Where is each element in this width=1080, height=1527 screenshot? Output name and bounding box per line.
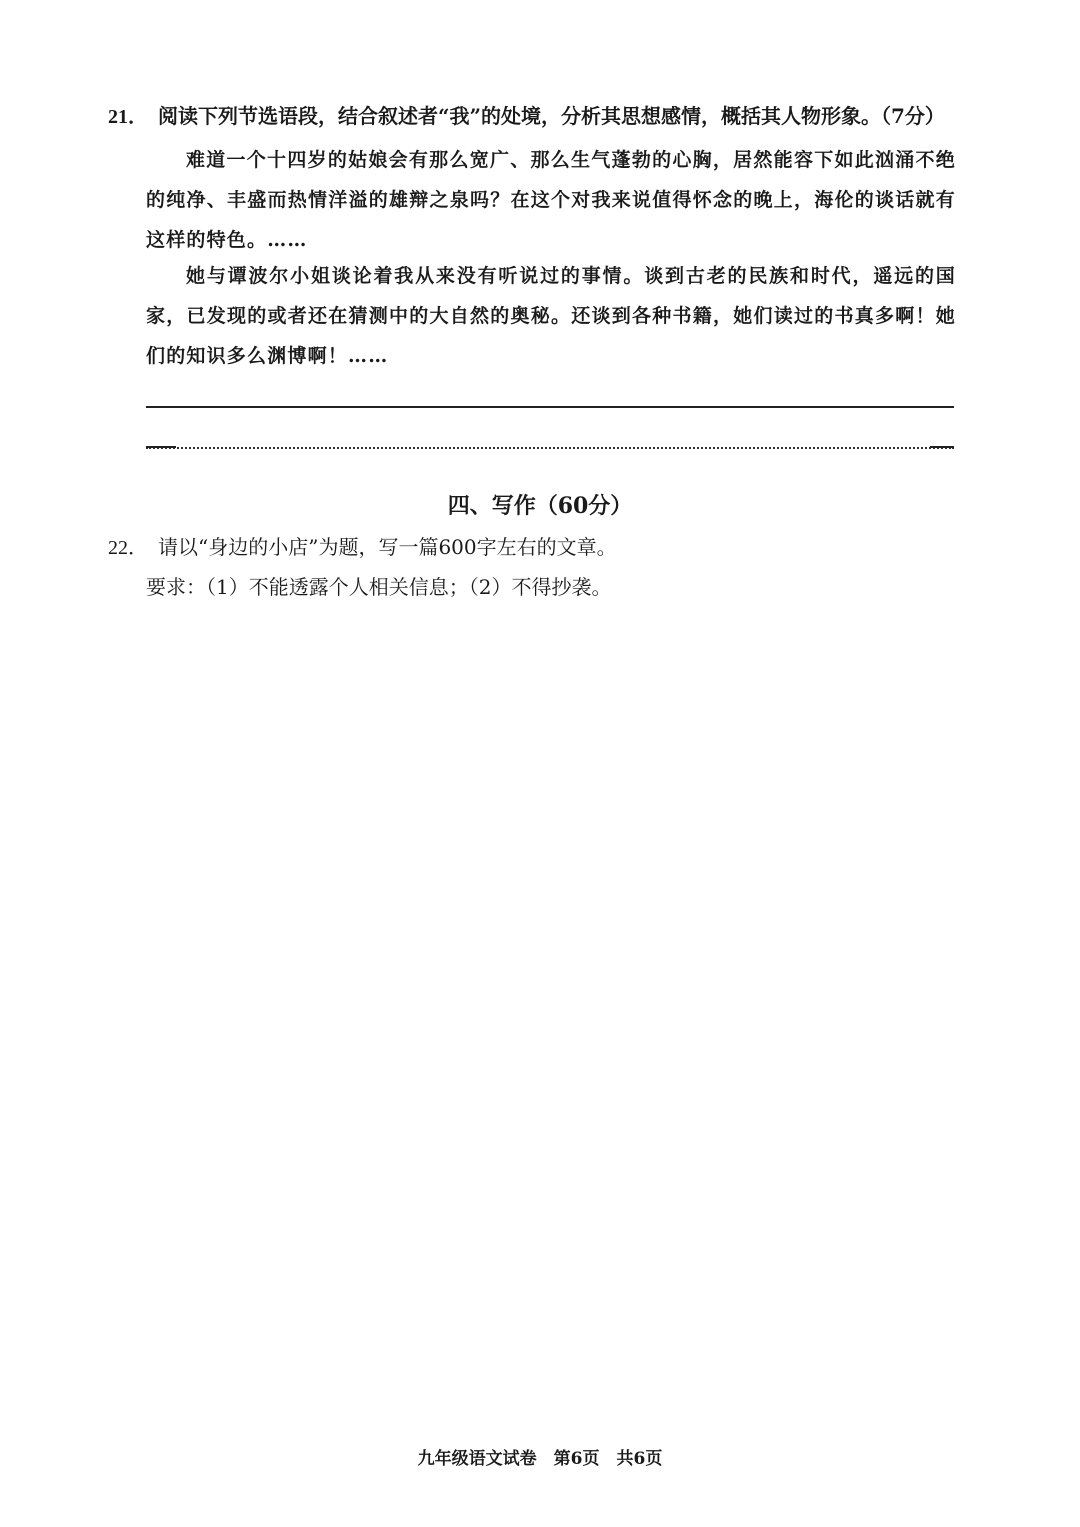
answer-line-2: [146, 447, 954, 449]
answer-line-1: [146, 406, 954, 408]
answer-line-2-right-cap: [930, 446, 954, 448]
passage-paragraph-1-text: 难道一个十四岁的姑娘会有那么宽广、那么生气蓬勃的心胸，居然能容下如此汹涌不绝的纯净、丰盛而热情洋溢的雄辩之泉吗？在这个对我来说值得怀念的晚上，海伦的谈话就有这样的特色。……: [146, 149, 956, 251]
question-21-prompt: 阅读下列节选语段，结合叙述者“我”的处境，分析其思想感情，概括其人物形象。（7分）: [158, 104, 945, 128]
section-title-writing: 四、写作（60分）: [447, 493, 633, 519]
question-22-requirements: 要求：（1）不能透露个人相关信息；（2）不得抄袭。: [146, 575, 612, 599]
question-22-prompt-line: [108, 532, 617, 563]
question-22-prompt: 请以“身边的小店”为题，写一篇600字左右的文章。: [158, 535, 617, 559]
question-21-prompt-line: [108, 100, 968, 133]
answer-line-2-left-cap: [146, 446, 176, 448]
question-21-number: 21．: [108, 106, 148, 128]
passage-paragraph-2-text: 她与谭波尔小姐谈论着我从来没有听说过的事情。谈到古老的民族和时代，遥远的国家，已发现的或者还在猜测中的大自然的奥秘。还谈到各种书籍，她们读过的书真多啊！她们的知识多么渊博啊！……: [146, 265, 956, 367]
passage-paragraph-2: [146, 256, 956, 376]
page-footer: 九年级语文试卷 第6页 共6页: [417, 1449, 663, 1469]
question-22-number: 22．: [108, 537, 148, 559]
passage-paragraph-1: [146, 140, 956, 260]
